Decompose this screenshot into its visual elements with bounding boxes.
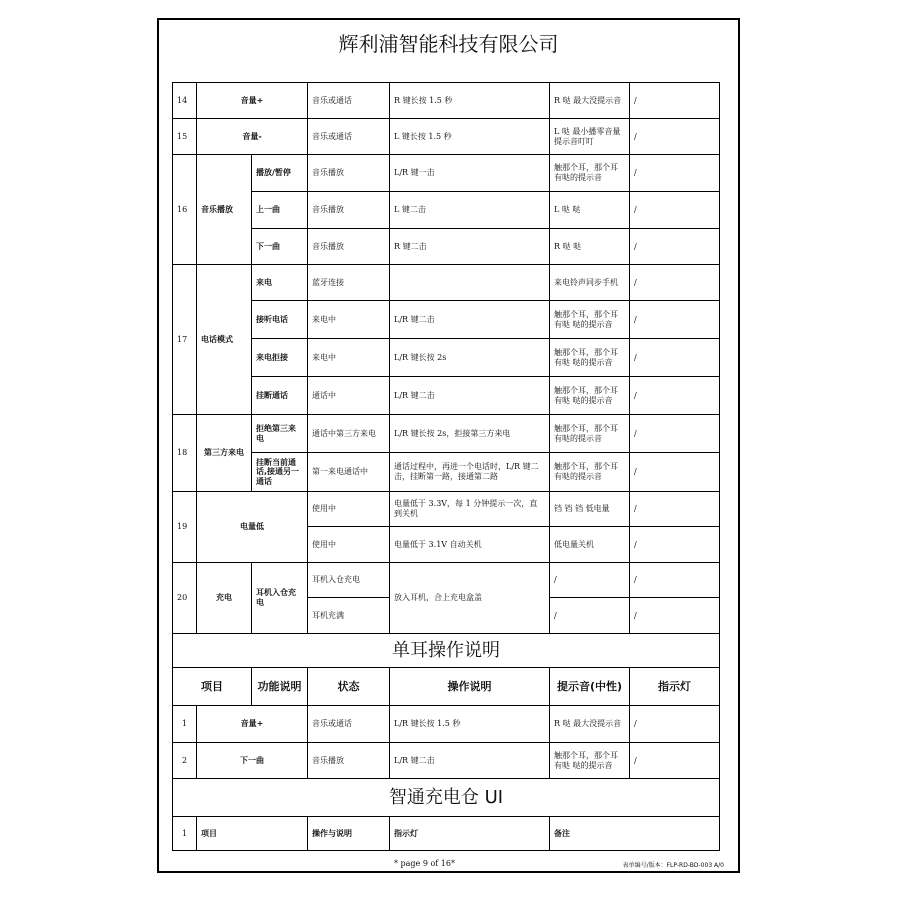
tone-cell: 触那个耳，那个耳有哒 哒的提示音 — [550, 743, 630, 779]
state-cell: 音乐或通话 — [308, 706, 390, 743]
function-cell: 挂断通话 — [252, 377, 308, 415]
indicator-cell: / — [630, 563, 720, 598]
header-operation: 操作与说明 — [308, 817, 390, 851]
table-row — [173, 415, 720, 453]
item-name: 音量+ — [197, 706, 308, 743]
tone-cell: R 哒 最大没提示音 — [550, 706, 630, 743]
table-row — [173, 817, 720, 851]
tone-cell: / — [550, 563, 630, 598]
company-title: 辉利浦智能科技有限公司 — [338, 32, 559, 56]
state-cell: 使用中 — [308, 527, 390, 563]
indicator-cell: / — [630, 598, 720, 634]
indicator-cell: / — [630, 377, 720, 415]
tone-cell: 触那个耳，那个耳有哒 哒的提示音 — [550, 377, 630, 415]
header-tone: 提示音(中性) — [550, 668, 630, 706]
tone-cell: R 哒 哒 — [550, 229, 630, 265]
tone-cell: 触那个耳，那个耳有哒的提示音 — [550, 415, 630, 453]
tone-cell: 触那个耳，那个耳有哒的提示音 — [550, 155, 630, 192]
operation-cell: L 键长按 1.5 秒 — [390, 119, 550, 155]
item-name: 下一曲 — [197, 743, 308, 779]
state-cell: 音乐或通话 — [308, 119, 390, 155]
header-item: 项目 — [173, 668, 252, 706]
operation-cell: R 键二击 — [390, 229, 550, 265]
tone-cell: 触那个耳，那个耳有哒的提示音 — [550, 453, 630, 492]
tone-cell: 触那个耳，那个耳有哒 哒的提示音 — [550, 339, 630, 377]
row-number: 17 — [173, 265, 197, 415]
tone-cell: 来电铃声同步手机 — [550, 265, 630, 301]
header-function: 功能说明 — [252, 668, 308, 706]
indicator-cell: / — [630, 339, 720, 377]
table-row — [173, 83, 720, 119]
table-row — [173, 563, 720, 598]
tone-cell: L 哒 最小播零音量提示音叮叮 — [550, 119, 630, 155]
table-row — [173, 119, 720, 155]
operation-cell: 电量低于 3.1V 自动关机 — [390, 527, 550, 563]
operation-cell: L 键二击 — [390, 192, 550, 229]
operation-cell: R 键长按 1.5 秒 — [390, 83, 550, 119]
page-number: * page 9 of 16* — [394, 859, 455, 868]
header-state: 状态 — [308, 668, 390, 706]
state-cell: 第一来电通话中 — [308, 453, 390, 492]
row-number: 19 — [173, 492, 197, 563]
indicator-cell: / — [630, 453, 720, 492]
item-name: 第三方来电 — [197, 415, 252, 492]
function-cell: 来电拒接 — [252, 339, 308, 377]
state-cell: 音乐播放 — [308, 155, 390, 192]
state-cell: 来电中 — [308, 339, 390, 377]
header-indicator: 指示灯 — [390, 817, 550, 851]
state-cell: 耳机充满 — [308, 598, 390, 634]
item-name: 音量- — [197, 119, 308, 155]
operation-cell: 放入耳机，合上充电盒盖 — [390, 563, 550, 634]
form-number: 表单编号/版本：FLP-RD-BD-003 A/0 — [622, 862, 724, 869]
state-cell: 音乐播放 — [308, 229, 390, 265]
section-header-row — [173, 779, 720, 817]
row-number: 2 — [173, 743, 197, 779]
header-operation: 操作说明 — [390, 668, 550, 706]
state-cell: 音乐播放 — [308, 743, 390, 779]
indicator-cell: / — [630, 492, 720, 527]
section-header-row — [173, 634, 720, 668]
row-number: 1 — [173, 706, 197, 743]
indicator-cell: / — [630, 743, 720, 779]
row-number: 1 — [173, 817, 197, 851]
operation-cell: L/R 键长按 1.5 秒 — [390, 706, 550, 743]
table-row — [173, 743, 720, 779]
function-table — [172, 82, 720, 851]
section-title-charging-ui: 智通充电仓 UI — [173, 779, 720, 817]
state-cell: 耳机入仓充电 — [308, 563, 390, 598]
operation-cell: L/R 键二击 — [390, 377, 550, 415]
row-number: 14 — [173, 83, 197, 119]
tone-cell: L 哒 哒 — [550, 192, 630, 229]
table-row — [173, 339, 720, 377]
item-name: 电话模式 — [197, 265, 252, 415]
tone-cell: 铛 铛 铛 低电量 — [550, 492, 630, 527]
operation-cell: 电量低于 3.3V，每 1 分钟提示一次，直到关机 — [390, 492, 550, 527]
function-cell: 下一曲 — [252, 229, 308, 265]
indicator-cell: / — [630, 265, 720, 301]
indicator-cell: / — [630, 155, 720, 192]
indicator-cell: / — [630, 229, 720, 265]
section-title-single-ear: 单耳操作说明 — [173, 634, 720, 668]
tone-cell: 低电量关机 — [550, 527, 630, 563]
table-row — [173, 453, 720, 492]
table-row — [173, 229, 720, 265]
function-cell: 播放/暂停 — [252, 155, 308, 192]
function-cell: 来电 — [252, 265, 308, 301]
table-row — [173, 301, 720, 339]
state-cell: 来电中 — [308, 301, 390, 339]
table-row — [173, 192, 720, 229]
operation-cell: L/R 键一击 — [390, 155, 550, 192]
item-name: 音乐播放 — [197, 155, 252, 265]
state-cell: 通话中第三方来电 — [308, 415, 390, 453]
indicator-cell: / — [630, 192, 720, 229]
state-cell: 使用中 — [308, 492, 390, 527]
table-row — [173, 706, 720, 743]
indicator-cell: / — [630, 83, 720, 119]
state-cell: 蓝牙连接 — [308, 265, 390, 301]
indicator-cell: / — [630, 415, 720, 453]
table-row — [173, 155, 720, 192]
function-cell: 挂断当前通话,接通另一通话 — [252, 453, 308, 492]
indicator-cell: / — [630, 301, 720, 339]
tone-cell: 触那个耳，那个耳有哒 哒的提示音 — [550, 301, 630, 339]
row-number: 18 — [173, 415, 197, 492]
item-name: 音量+ — [197, 83, 308, 119]
header-note: 备注 — [550, 817, 720, 851]
item-name: 充电 — [197, 563, 252, 634]
tone-cell: R 哒 最大没提示音 — [550, 83, 630, 119]
item-name: 电量低 — [197, 492, 308, 563]
column-header-row — [173, 668, 720, 706]
state-cell: 通话中 — [308, 377, 390, 415]
document-page — [157, 18, 740, 873]
row-number: 20 — [173, 563, 197, 634]
state-cell: 音乐或通话 — [308, 83, 390, 119]
operation-cell: 通话过程中，再进一个电话时，L/R 键二击，挂断第一路，接通第二路 — [390, 453, 550, 492]
operation-cell: L/R 键二击 — [390, 743, 550, 779]
function-cell: 耳机入仓充电 — [252, 563, 308, 634]
indicator-cell: / — [630, 527, 720, 563]
function-cell: 上一曲 — [252, 192, 308, 229]
row-number: 15 — [173, 119, 197, 155]
operation-cell: L/R 键二击 — [390, 301, 550, 339]
table-row — [173, 377, 720, 415]
operation-cell: L/R 键长按 2s — [390, 339, 550, 377]
header-indicator: 指示灯 — [630, 668, 720, 706]
function-cell: 接听电话 — [252, 301, 308, 339]
table-row — [173, 492, 720, 527]
tone-cell: / — [550, 598, 630, 634]
indicator-cell: / — [630, 706, 720, 743]
row-number: 16 — [173, 155, 197, 265]
header-item: 项目 — [197, 817, 308, 851]
operation-cell: L/R 键长按 2s，拒接第三方来电 — [390, 415, 550, 453]
function-cell: 拒绝第三来电 — [252, 415, 308, 453]
table-row — [173, 265, 720, 301]
indicator-cell: / — [630, 119, 720, 155]
state-cell: 音乐播放 — [308, 192, 390, 229]
operation-cell — [390, 265, 550, 301]
